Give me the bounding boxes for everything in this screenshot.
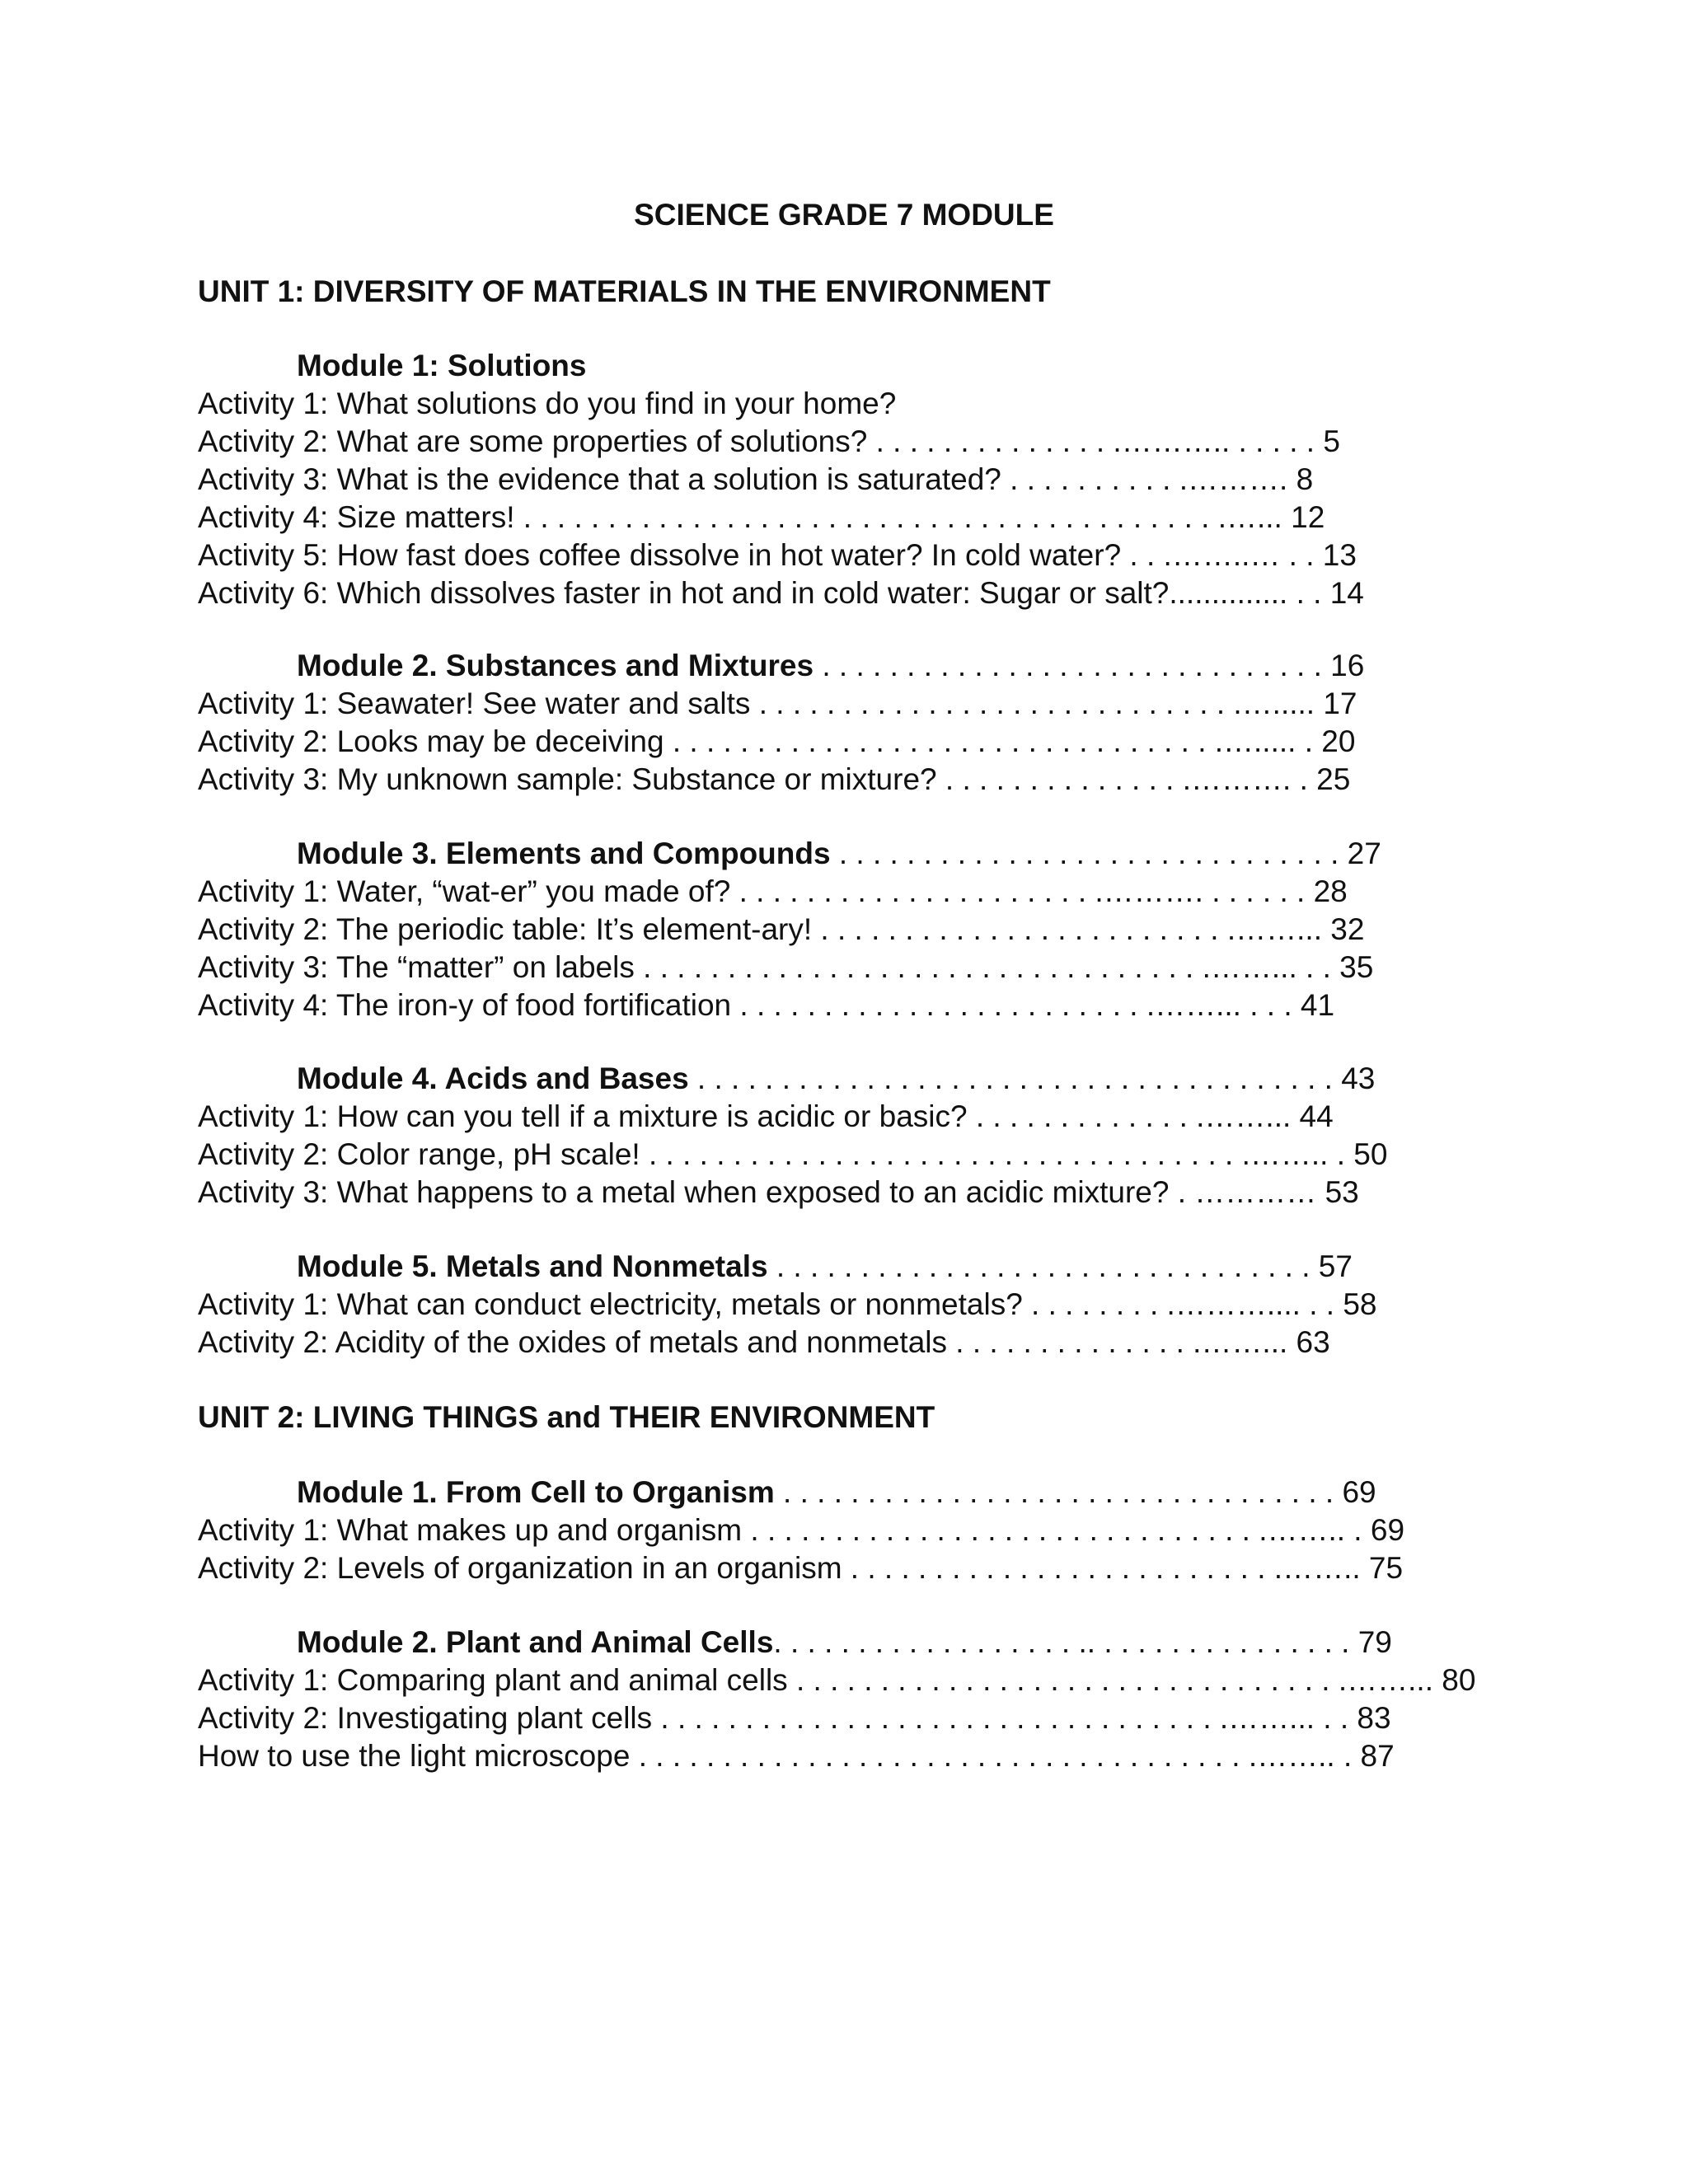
- toc-entry: [198, 685, 1467, 723]
- dot-leader: . . .……..… . .: [1121, 538, 1323, 572]
- entry-label: Activity 4: The iron-y of food fortification: [198, 988, 732, 1022]
- page-number: 8: [1296, 462, 1314, 496]
- dot-leader: . . . . . . . . . . . . . . . . . . . . . . . . .……... . . .: [731, 988, 1301, 1022]
- dot-leader: . . . . . . . . . . . . . . . . . . . . . . . . . . . . . . . . . . . . .…….. .: [630, 1739, 1361, 1773]
- module-heading: [198, 1248, 1467, 1286]
- page-number: 35: [1339, 950, 1374, 984]
- page-number: 87: [1360, 1739, 1395, 1773]
- dot-leader: . . . . . . . . . . . . . . . . . . . . . . . . . . . . . . . . . .……... . .: [652, 1701, 1357, 1735]
- module-title: Module 5. Metals and Nonmetals: [297, 1249, 768, 1283]
- dot-leader: . . . . . . . . . . . . . . . . . . . . . .………. . . . . . .: [730, 874, 1314, 908]
- module-heading: [198, 347, 1467, 385]
- module-heading: [198, 835, 1467, 873]
- module-title: Module 4. Acids and Bases: [297, 1062, 689, 1095]
- entry-label: Activity 6: Which dissolves faster in hot and in cold water: Sugar or salt?: [198, 576, 1170, 610]
- module-title: Module 2. Plant and Animal Cells: [297, 1625, 774, 1659]
- entry-label: Activity 3: What is the evidence that a solution is saturated?: [198, 462, 1001, 496]
- page-number: 14: [1329, 576, 1364, 610]
- page-number: 63: [1296, 1325, 1330, 1359]
- entry-label: Activity 1: Water, “wat-er” you made of?: [198, 874, 731, 908]
- page-number: 13: [1322, 538, 1357, 572]
- entry-label: Activity 4: Size matters!: [198, 500, 515, 534]
- dot-leader: . . . . . . . . . . . . . . .……...: [947, 1325, 1296, 1359]
- page-number: 27: [1347, 837, 1381, 870]
- dot-leader: . . . . . . . . . . . . . . . . . . .. . . . . . . . . . . . . . . .: [773, 1625, 1358, 1659]
- toc-entry: [198, 1286, 1467, 1324]
- dot-leader: . . . . . . . . . . . . . .……...: [967, 1099, 1300, 1133]
- module-heading: [198, 1060, 1467, 1098]
- page-number: 58: [1343, 1287, 1377, 1321]
- entry-label: Activity 5: How fast does coffee dissolve in hot water? In cold water?: [198, 538, 1122, 572]
- module-heading: [198, 1624, 1467, 1661]
- dot-leader: . . . . . . . . . . . . . . . . . . . . . . . . . . . . . . . . .……...: [787, 1663, 1442, 1697]
- entry-label: Activity 1: What makes up and organism: [198, 1513, 743, 1547]
- dot-leader: . . . . . . . . . . . . . . . . . . . . . . . . . . . . . . . . . . . . . .: [688, 1062, 1342, 1095]
- page-number: 69: [1370, 1513, 1405, 1547]
- toc-entry: [198, 949, 1467, 987]
- page-number: 43: [1341, 1062, 1376, 1095]
- toc-entry: [198, 873, 1467, 911]
- page-number: 20: [1321, 724, 1356, 758]
- module-heading: [198, 1474, 1467, 1511]
- toc-entry: [198, 1511, 1467, 1549]
- entry-label: Activity 1: What can conduct electricity, metals or nonmetals?: [198, 1287, 1023, 1321]
- dot-leader: . . . . . . . . . . . . . . . . . . . . . . . . . . . . . . . .: [767, 1249, 1319, 1283]
- toc-entry: [198, 499, 1467, 537]
- unit-1-module-1-section: [198, 347, 1467, 612]
- unit-1-module-5-section: [198, 1248, 1467, 1361]
- page-number: 50: [1353, 1137, 1388, 1171]
- page-number: 57: [1318, 1249, 1353, 1283]
- toc-entry: [198, 1098, 1467, 1136]
- entry-label: Activity 1: How can you tell if a mixture is acidic or basic?: [198, 1099, 968, 1133]
- unit-2-title: UNIT 2: LIVING THINGS and THEIR ENVIRONMENT: [198, 1400, 935, 1434]
- entry-label: How to use the light microscope: [198, 1739, 631, 1773]
- unit-2-module-1-section: [198, 1474, 1467, 1587]
- dot-leader: . . . . . . . . . . . . . . . . . . . . . . . . . . . . . .: [814, 649, 1331, 682]
- page-number: 16: [1330, 649, 1365, 682]
- page-number: 12: [1291, 500, 1325, 534]
- dot-leader: . . . . . . . . . . . . . . . . . . . . . . . . . . . . .….....: [750, 687, 1324, 720]
- unit-1-module-3-section: [198, 835, 1467, 1024]
- entry-label: Activity 1: Comparing plant and animal cells: [198, 1663, 788, 1697]
- module-title: Module 3. Elements and Compounds: [297, 837, 831, 870]
- module-title: Module 2. Substances and Mixtures: [297, 649, 814, 682]
- page-number: 83: [1357, 1701, 1391, 1735]
- entry-label: Activity 3: The “matter” on labels: [198, 950, 635, 984]
- dot-leader: . . . . . . . . . . . . . . . . . . . . . . . . . . . . . . . . .: [774, 1475, 1343, 1509]
- toc-entry: [198, 1136, 1467, 1174]
- dot-leader: . . . . . . . . . . . . . . . . . . . . . . . . . . . . . .: [830, 837, 1348, 870]
- toc-entry: [198, 911, 1467, 949]
- module-title: Module 1: Solutions: [297, 349, 587, 382]
- dot-leader: . . . . . . . . .……….... . .: [1022, 1287, 1343, 1321]
- toc-entry: [198, 1737, 1467, 1775]
- entry-label: Activity 3: My unknown sample: Substance or mixture?: [198, 762, 937, 796]
- unit-1-module-2-section: [198, 647, 1467, 799]
- entry-label: Activity 2: What are some properties of solutions?: [198, 424, 868, 458]
- entry-label: Activity 2: Acidity of the oxides of metals and nonmetals: [198, 1325, 948, 1359]
- module-title: Module 1. From Cell to Organism: [297, 1475, 775, 1509]
- entry-label: Activity 2: Investigating plant cells: [198, 1701, 653, 1735]
- unit-1-title: UNIT 1: DIVERSITY OF MATERIALS IN THE ENVIRONMENT: [198, 274, 1051, 308]
- toc-entry: [198, 537, 1467, 574]
- dot-leader: . . . . . . . . . . . . . . . . . . . . . . . . .……...: [812, 912, 1331, 946]
- dot-leader: . . . . . . . . . . .……….: [1001, 462, 1296, 496]
- dot-leader: . …………: [1169, 1175, 1325, 1209]
- toc-entry: [198, 987, 1467, 1024]
- page-number: 69: [1342, 1475, 1376, 1509]
- entry-label: Activity 1: Seawater! See water and salts: [198, 687, 751, 720]
- dot-leader: . . . . . . . . . . . . . . . . . . . . . . . . . .……..: [842, 1551, 1369, 1585]
- entry-label: Activity 1: What solutions do you find in your home?: [198, 387, 897, 420]
- page-number: 28: [1313, 874, 1348, 908]
- page-number: 80: [1442, 1663, 1476, 1697]
- entry-label: Activity 2: Looks may be deceiving: [198, 724, 664, 758]
- dot-leader: . . . . . . . . . . . . . . . . . . . . . . . . . . . . . . . . . . . . . . . . . .…...: [514, 500, 1292, 534]
- dot-leader: . . . . . . . . . . . . . . .……….. . . . . .: [867, 424, 1324, 458]
- dot-leader: . . . . . . . . . . . . . . .………. .: [936, 762, 1317, 796]
- document-title: SCIENCE GRADE 7 MODULE: [634, 198, 1054, 232]
- page-number: 17: [1323, 687, 1357, 720]
- toc-entry: [198, 723, 1467, 761]
- entry-label: Activity 3: What happens to a metal when exposed to an acidic mixture?: [198, 1175, 1170, 1209]
- toc-entry: [198, 761, 1467, 799]
- dot-leader: .............. . .: [1169, 576, 1330, 610]
- toc-entry: [198, 423, 1467, 461]
- unit-2-module-2-section: [198, 1624, 1476, 1775]
- unit-1-module-4-section: [198, 1060, 1467, 1212]
- page-number: 41: [1300, 988, 1335, 1022]
- dot-leader: . . . . . . . . . . . . . . . . . . . . . . . . . . . . . . . . .…..... .: [663, 724, 1322, 758]
- dot-leader: . . . . . . . . . . . . . . . . . . . . . . . . . . . . . . . . . . . .…….. .: [640, 1137, 1354, 1171]
- module-heading: [198, 647, 1467, 685]
- dot-leader: . . . . . . . . . . . . . . . . . . . . . . . . . . . . . . . . . .……... . .: [634, 950, 1340, 984]
- toc-entry: [198, 385, 1467, 423]
- toc-entry: [198, 1174, 1467, 1212]
- page-number: 44: [1299, 1099, 1334, 1133]
- page-number: 79: [1357, 1625, 1392, 1659]
- entry-label: Activity 2: Levels of organization in an organism: [198, 1551, 842, 1585]
- toc-entry: [198, 461, 1467, 499]
- toc-entry: [198, 1549, 1467, 1587]
- page-number: 5: [1323, 424, 1340, 458]
- toc-entry: [198, 574, 1467, 612]
- entry-label: Activity 2: Color range, pH scale!: [198, 1137, 640, 1171]
- toc-entry: [198, 1661, 1476, 1699]
- toc-entry: [198, 1699, 1467, 1737]
- page-number: 25: [1316, 762, 1351, 796]
- page-number: 75: [1368, 1551, 1404, 1585]
- toc-entry: [198, 1324, 1467, 1361]
- dot-leader: . . . . . . . . . . . . . . . . . . . . . . . . . . . . . . .…….. .: [742, 1513, 1371, 1547]
- page-number: 32: [1330, 912, 1365, 946]
- entry-label: Activity 2: The periodic table: It’s element-ary!: [198, 912, 813, 946]
- page-number: 53: [1325, 1175, 1359, 1209]
